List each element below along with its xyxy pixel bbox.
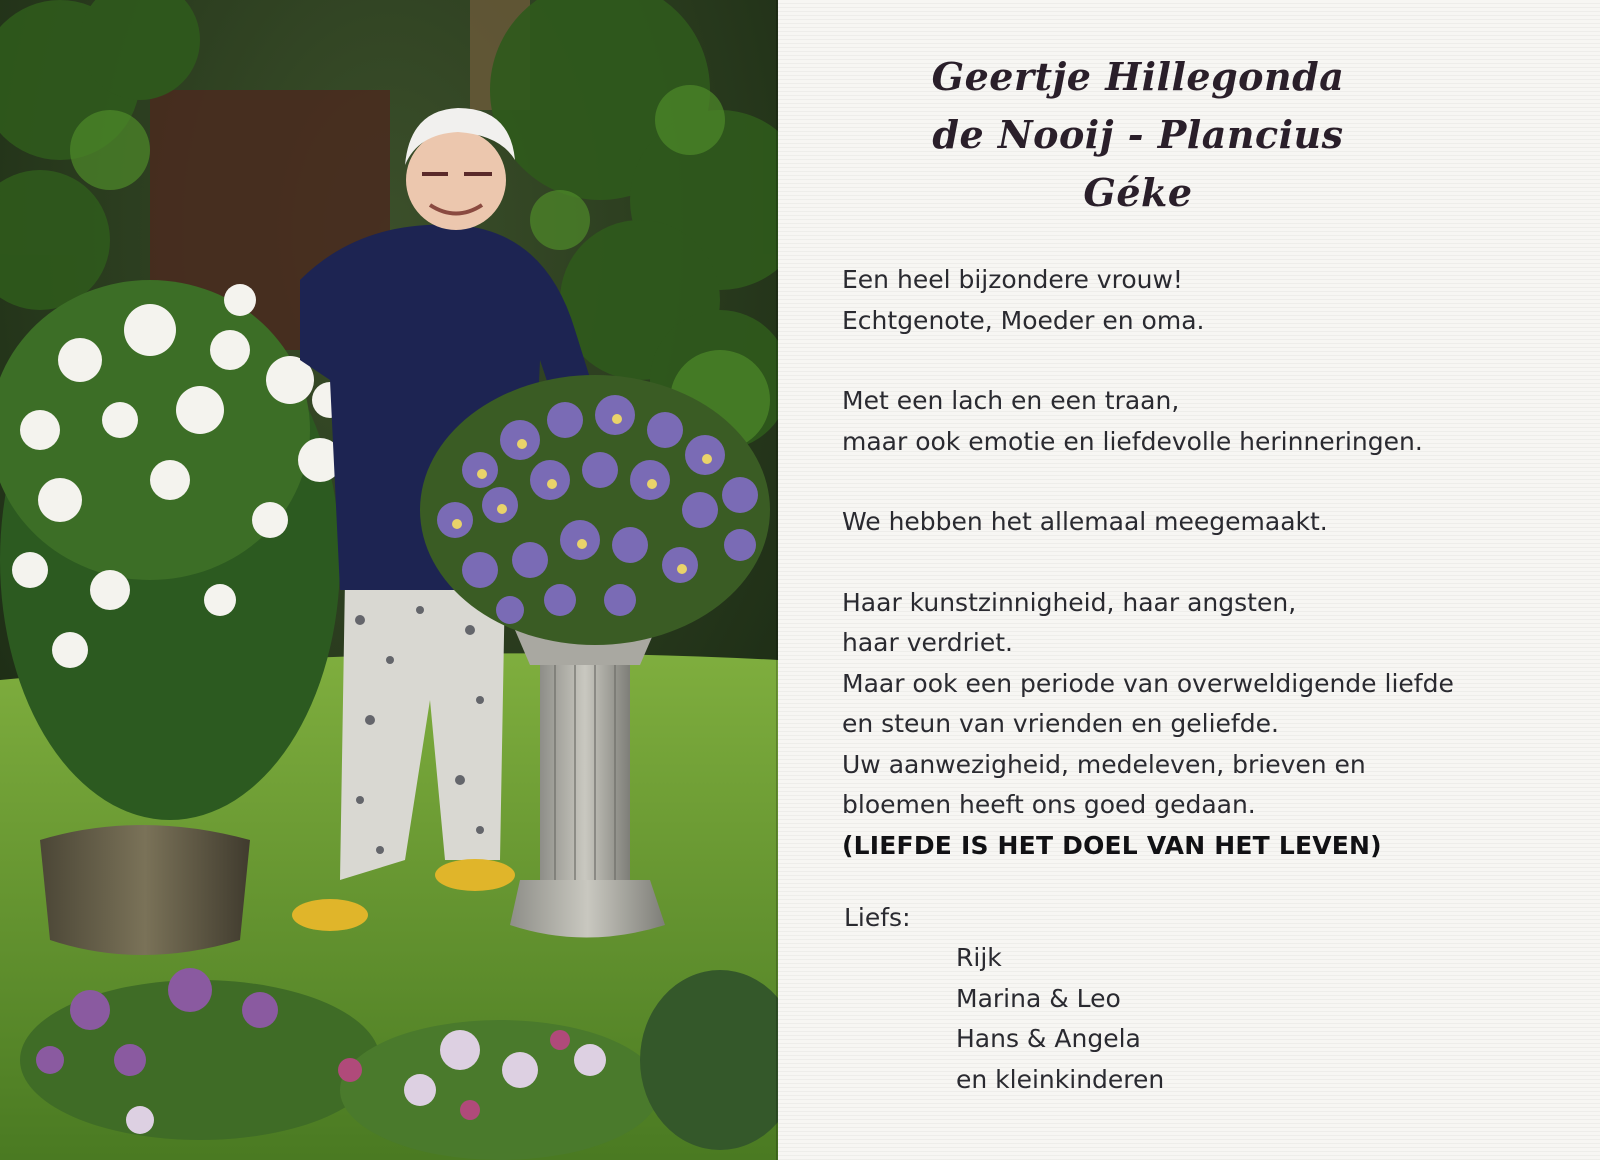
thank-you-verse (842, 260, 1582, 866)
stanza-gap (842, 462, 1582, 502)
card-text-panel (778, 0, 1600, 1160)
verse-line: Haar kunstzinnigheid, haar angsten, (842, 587, 1297, 617)
family-name: en kleinkinderen (956, 1064, 1165, 1094)
verse-line: en steun van vrienden en geliefde. (842, 709, 1279, 738)
stanza-gap (842, 341, 1582, 381)
surname: de Nooij - Plancius (932, 112, 1344, 157)
verse-line: Een heel bijzondere vrouw! (842, 265, 1183, 294)
garden-photo (0, 0, 778, 1160)
family-name: Hans & Angela (956, 1024, 1141, 1053)
stanza-gap (842, 543, 1582, 583)
verse-line: bloemen heeft ons goed gedaan. (842, 790, 1256, 819)
signoff (844, 898, 1164, 1100)
verse-line: haar verdriet. (842, 628, 1013, 657)
verse-line: maar ook emotie en liefdevolle herinneringen. (842, 426, 1423, 456)
signoff-label: Liefs: (844, 903, 911, 932)
verse-line: Echtgenote, Moeder en oma. (842, 305, 1205, 335)
motto-line: (LIEFDE IS HET DOEL VAN HET LEVEN) (842, 830, 1382, 860)
garden-photo-illustration (0, 0, 778, 1160)
verse-line: Uw aanwezigheid, medeleven, brieven en (842, 749, 1366, 779)
verse-line: Maar ook een periode van overweldigende liefde (842, 668, 1454, 698)
family-name: Marina & Leo (956, 983, 1121, 1013)
nickname: Géke (1083, 170, 1193, 215)
full-first-names: Geertje Hillegonda (931, 54, 1345, 99)
deceased-name-heading (838, 48, 1438, 222)
verse-line: Met een lach en een traan, (842, 386, 1180, 415)
verse-line: We hebben het allemaal meegemaakt. (842, 507, 1328, 536)
family-names (956, 938, 1164, 1100)
family-name: Rijk (956, 943, 1002, 972)
